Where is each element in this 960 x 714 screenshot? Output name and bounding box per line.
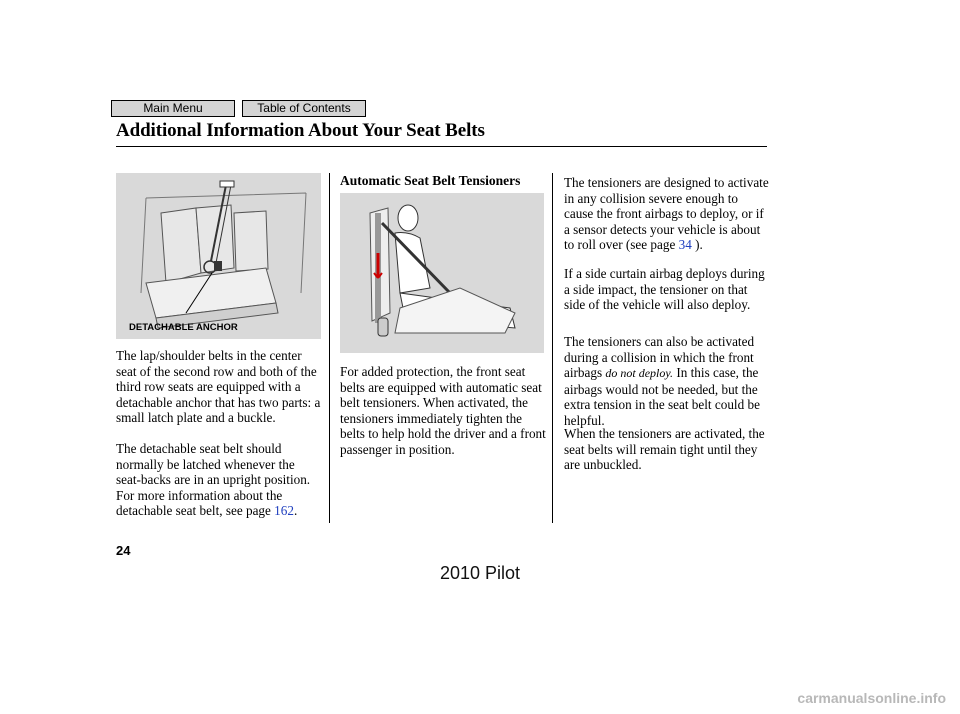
side-curtain-paragraph: If a side curtain airbag deploys during a side impact, the tensioner on that side of the vehicle will also deploy. <box>564 266 765 313</box>
tensioner-intro-paragraph: For added protection, the front seat belts are equipped with automatic seat belt tensioners. When activated, the tensioners immediately tighten the belts to help hold the driver and a front passenger in position. <box>340 364 546 457</box>
rear-seat-figure <box>116 173 321 339</box>
watermark: carmanualsonline.info <box>797 690 946 706</box>
footer-model: 2010 Pilot <box>439 563 521 583</box>
page-title: Additional Information About Your Seat Belts <box>116 120 485 141</box>
tensioner-activation-paragraph <box>564 175 770 253</box>
unbuckled-paragraph: When the tensioners are activated, the seat belts will remain tight until they are unbuckled. <box>564 426 765 473</box>
collision-paragraph <box>564 334 770 429</box>
section-heading: Automatic Seat Belt Tensioners <box>340 173 521 188</box>
paragraph-text: The detachable seat belt should normally be latched whenever the seat-backs are in an upright position. For more information about the detachable seat belt, see page <box>116 441 311 519</box>
column-divider-right <box>552 173 553 523</box>
page-number: 24 <box>116 543 131 558</box>
paragraph-text: The tensioners are designed to activate in any collision severe enough to cause the front airbags to deploy, or if a sensor detects your vehicle is about to roll over (see page <box>564 175 769 253</box>
emphasis-text: do not deploy. <box>605 366 674 381</box>
page-162-link[interactable]: 162 <box>274 503 294 519</box>
rear-seat-illustration <box>116 173 321 339</box>
figure-caption: DETACHABLE ANCHOR <box>129 322 238 333</box>
tensioner-figure <box>340 193 544 353</box>
title-rule <box>116 146 767 147</box>
paragraph-end: ). <box>695 237 703 253</box>
paragraph-end: . <box>293 503 298 519</box>
tensioner-illustration <box>340 193 544 353</box>
page-34-link[interactable]: 34 <box>678 237 692 253</box>
paragraph-text: The tensioners can also be activated during a collision in which the front airbags <box>564 334 755 381</box>
paragraph-text-continued: In this case, the airbags would not be needed, but the extra tension in the seat belt could be helpful. <box>564 365 760 428</box>
column-divider-left <box>329 173 330 523</box>
table-of-contents-button[interactable]: Table of Contents <box>242 100 366 117</box>
main-menu-button[interactable]: Main Menu <box>111 100 235 117</box>
detachable-belt-paragraph <box>116 441 322 519</box>
detachable-anchor-paragraph: The lap/shoulder belts in the center seat of the second row and both of the third row seats are equipped with a detachable anchor that has two parts: a small latch plate and a buckle. <box>116 348 321 426</box>
